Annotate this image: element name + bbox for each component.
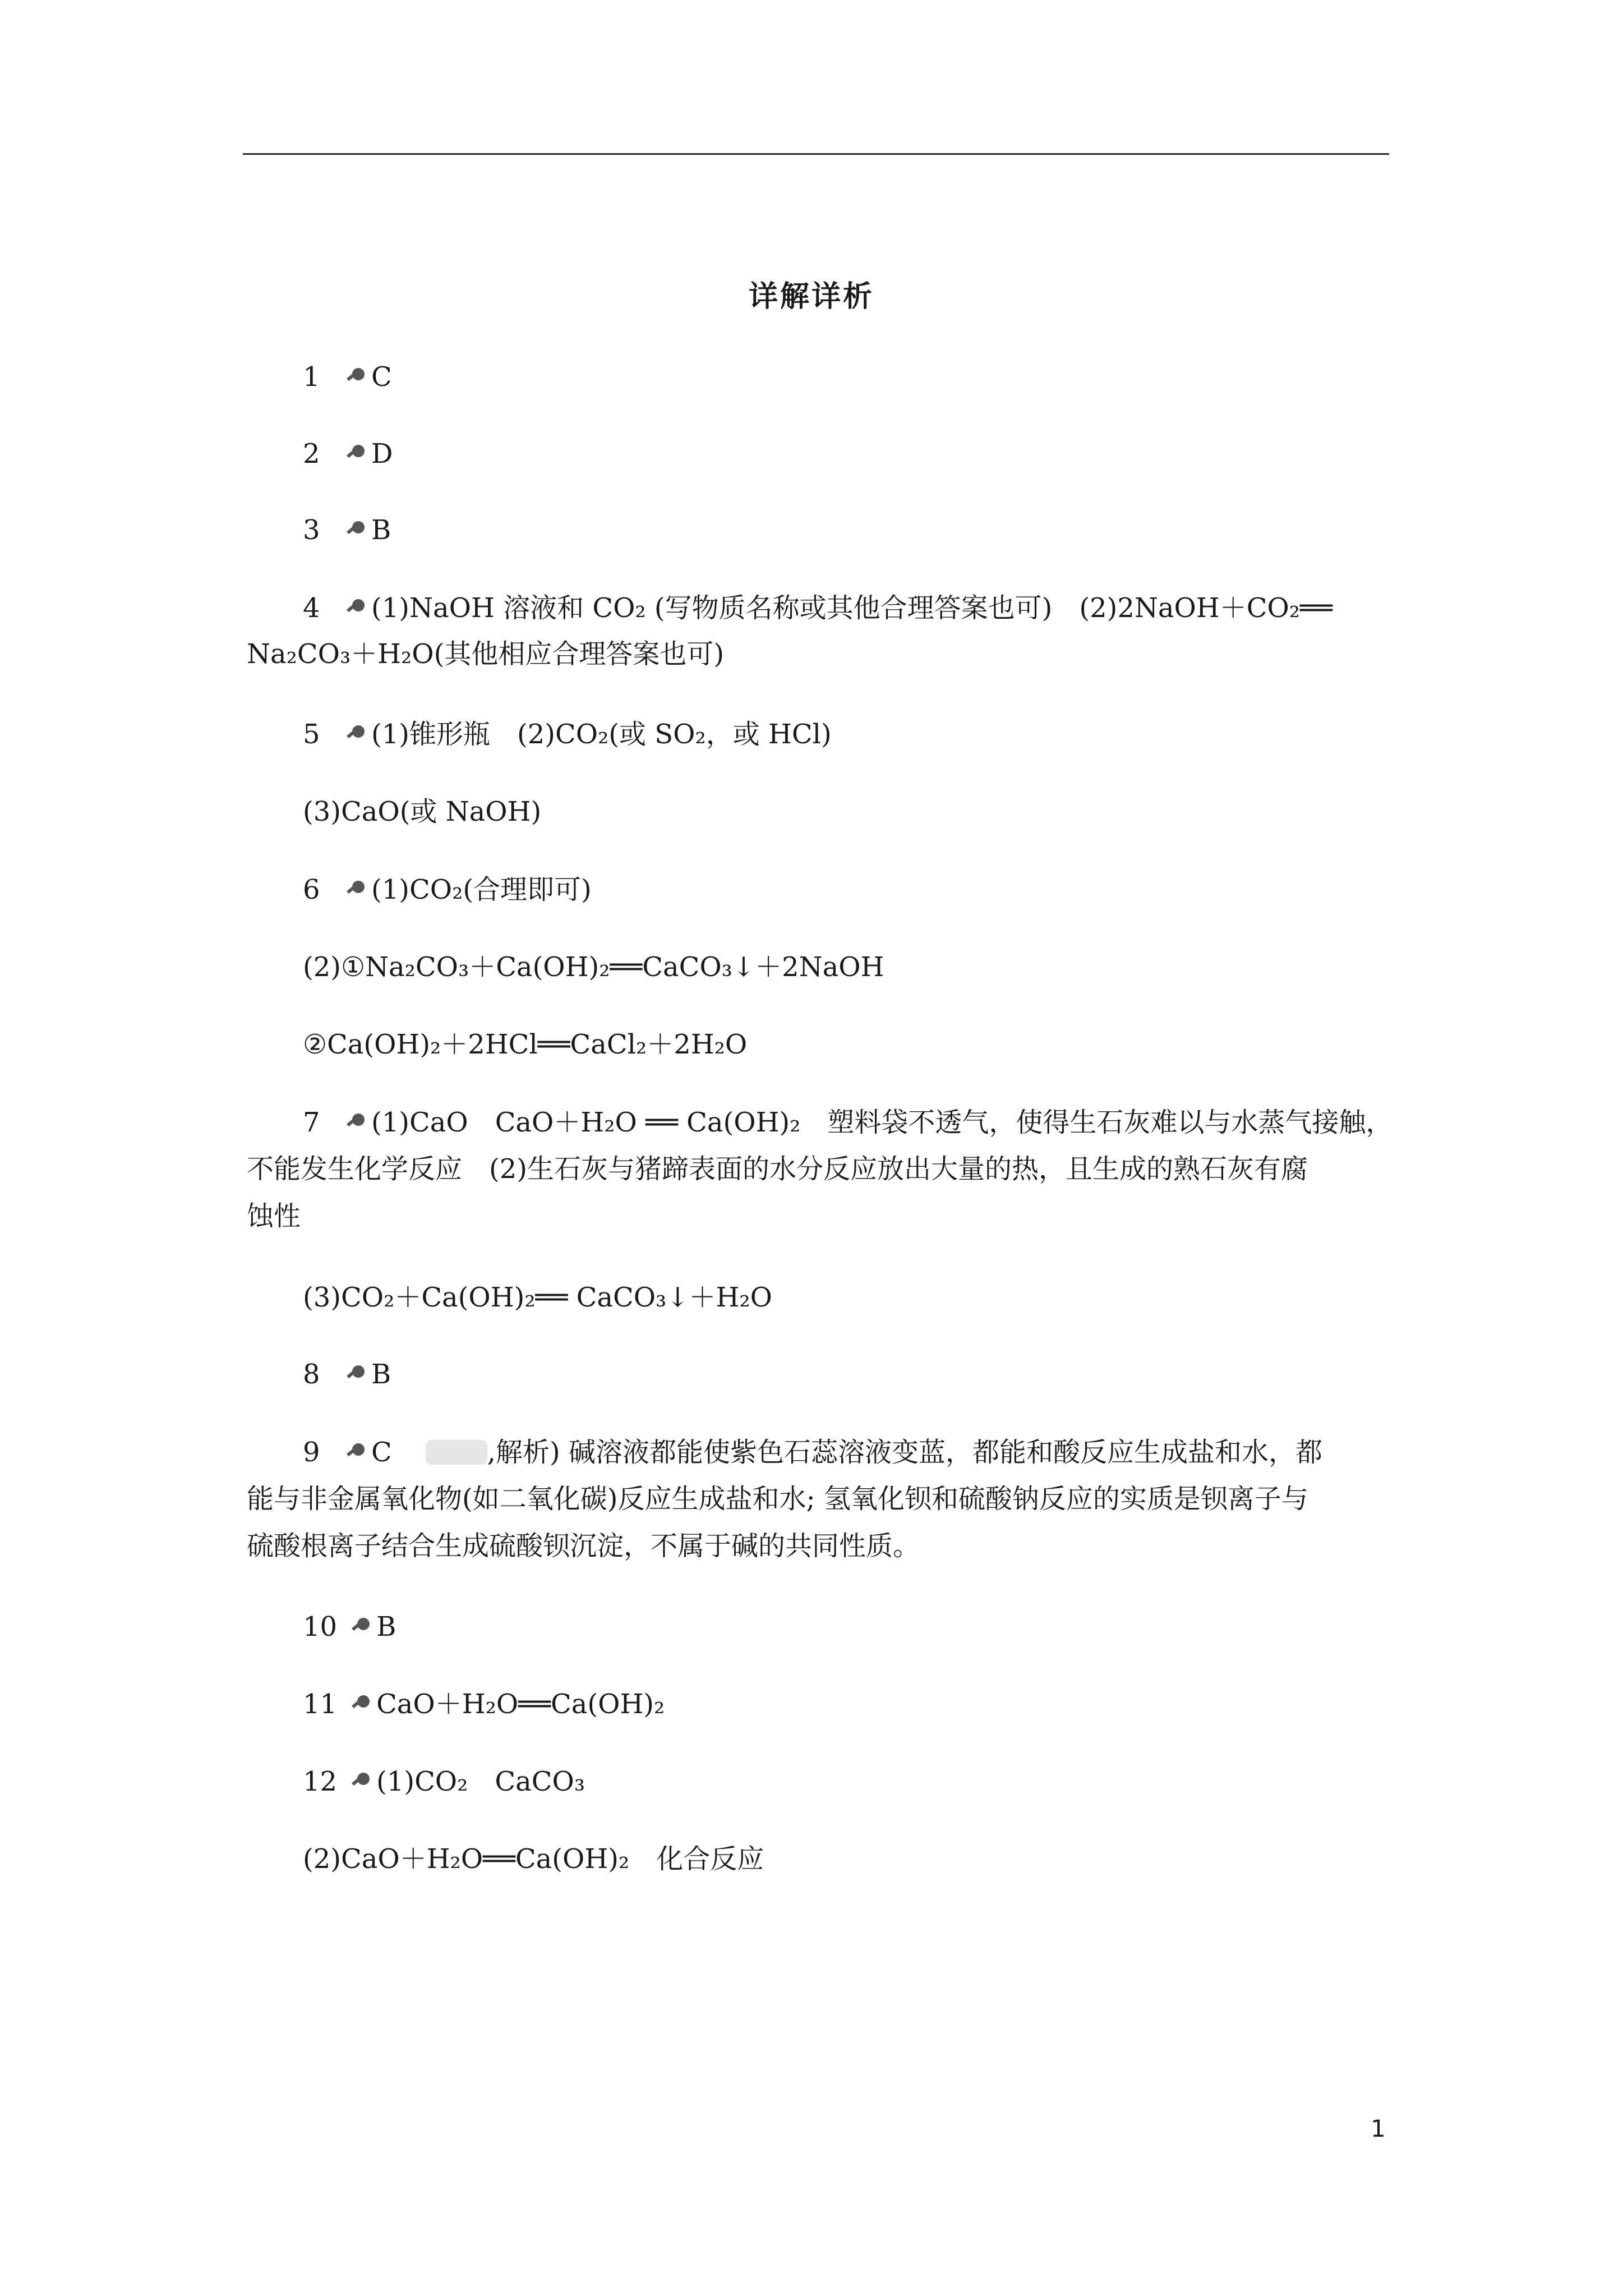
redacted-blank bbox=[426, 1440, 487, 1465]
answer-7-line-3: 蚀性 bbox=[247, 1200, 301, 1232]
answer-5-line-1 bbox=[303, 715, 1447, 753]
key-icon bbox=[347, 725, 366, 744]
answer-4-line-1 bbox=[303, 589, 1447, 627]
key-icon bbox=[347, 445, 366, 464]
answer-11 bbox=[303, 1685, 1447, 1723]
answer-number: 5 bbox=[303, 719, 320, 750]
page-number: 1 bbox=[1371, 2115, 1386, 2142]
answer-10 bbox=[303, 1608, 1447, 1646]
key-icon bbox=[347, 1443, 366, 1462]
answer-number: 9 bbox=[303, 1437, 320, 1468]
answer-6-line-2: (2)①Na₂CO₃＋Ca(OH)₂══CaCO₃↓＋2NaOH bbox=[303, 951, 884, 983]
answer-number: 11 bbox=[303, 1688, 338, 1720]
answer-number: 2 bbox=[303, 438, 320, 470]
key-icon bbox=[347, 599, 366, 618]
answer-text: (1)CO₂ CaCO₃ bbox=[376, 1766, 585, 1797]
answer-text: B bbox=[376, 1611, 396, 1642]
answer-9-line-2: 能与非金属氧化物(如二氧化碳)反应生成盐和水; 氢氧化钡和硫酸钠反应的实质是钡离子与 bbox=[247, 1483, 1308, 1515]
answer-5-line-2: (3)CaO(或 NaOH) bbox=[303, 796, 542, 827]
answer-number: 8 bbox=[303, 1359, 320, 1390]
answer-text: CaO＋H₂O══Ca(OH)₂ bbox=[376, 1688, 665, 1720]
key-icon bbox=[347, 1114, 366, 1133]
answer-4-line-2: Na₂CO₃＋H₂O(其他相应合理答案也可) bbox=[247, 638, 725, 670]
header-rule bbox=[243, 153, 1389, 155]
answer-number: 6 bbox=[303, 874, 320, 905]
answer-text: (1)NaOH 溶液和 CO₂ (写物质名称或其他合理答案也可) (2)2NaOH＋CO₂══ bbox=[371, 592, 1332, 624]
key-icon bbox=[352, 1773, 371, 1792]
key-icon bbox=[347, 521, 366, 540]
answer-7-line-1 bbox=[303, 1103, 1447, 1142]
answer-text: C bbox=[371, 1437, 392, 1468]
answer-12-line-2: (2)CaO＋H₂O══Ca(OH)₂ 化合反应 bbox=[303, 1843, 764, 1875]
answer-number: 3 bbox=[303, 514, 320, 546]
answer-text: (1)CO₂(合理即可) bbox=[371, 874, 592, 905]
page-title: 详解详析 bbox=[748, 280, 874, 314]
answer-9-line-3: 硫酸根离子结合生成硫酸钡沉淀，不属于碱的共同性质。 bbox=[247, 1530, 920, 1562]
answer-12-line-1 bbox=[303, 1763, 1447, 1801]
answer-7-line-4: (3)CO₂＋Ca(OH)₂══ CaCO₃↓＋H₂O bbox=[303, 1282, 772, 1313]
answer-explanation: ,解析) 碱溶液都能使紫色石蕊溶液变蓝，都能和酸反应生成盐和水，都 bbox=[487, 1437, 1322, 1468]
answer-text: B bbox=[371, 1359, 391, 1390]
answer-text: D bbox=[371, 438, 393, 470]
answer-7-line-2: 不能发生化学反应 (2)生石灰与猪蹄表面的水分反应放出大量的热，且生成的熟石灰有腐 bbox=[247, 1153, 1308, 1185]
answer-1 bbox=[303, 358, 1447, 396]
key-icon bbox=[352, 1618, 371, 1637]
answer-6-line-3: ②Ca(OH)₂＋2HCl══CaCl₂＋2H₂O bbox=[303, 1029, 748, 1060]
answer-2 bbox=[303, 435, 1447, 473]
key-icon bbox=[347, 881, 366, 900]
answer-3 bbox=[303, 511, 1447, 549]
answer-text: B bbox=[371, 514, 391, 546]
answer-6-line-1 bbox=[303, 871, 1447, 909]
key-icon bbox=[352, 1695, 371, 1714]
answer-number: 4 bbox=[303, 592, 320, 624]
answer-text: C bbox=[371, 361, 392, 393]
answer-number: 1 bbox=[303, 361, 320, 393]
key-icon bbox=[347, 368, 366, 387]
answer-text: (1)CaO CaO＋H₂O ══ Ca(OH)₂ 塑料袋不透气，使得生石灰难以与水蒸气接触， bbox=[371, 1107, 1393, 1138]
answer-text: (1)锥形瓶 (2)CO₂(或 SO₂，或 HCl) bbox=[371, 719, 832, 750]
answer-9-line-1 bbox=[303, 1433, 1447, 1471]
answer-number: 7 bbox=[303, 1107, 320, 1138]
answer-8 bbox=[303, 1355, 1447, 1393]
key-icon bbox=[347, 1365, 366, 1384]
answer-number: 10 bbox=[303, 1611, 338, 1642]
answer-number: 12 bbox=[303, 1766, 338, 1797]
